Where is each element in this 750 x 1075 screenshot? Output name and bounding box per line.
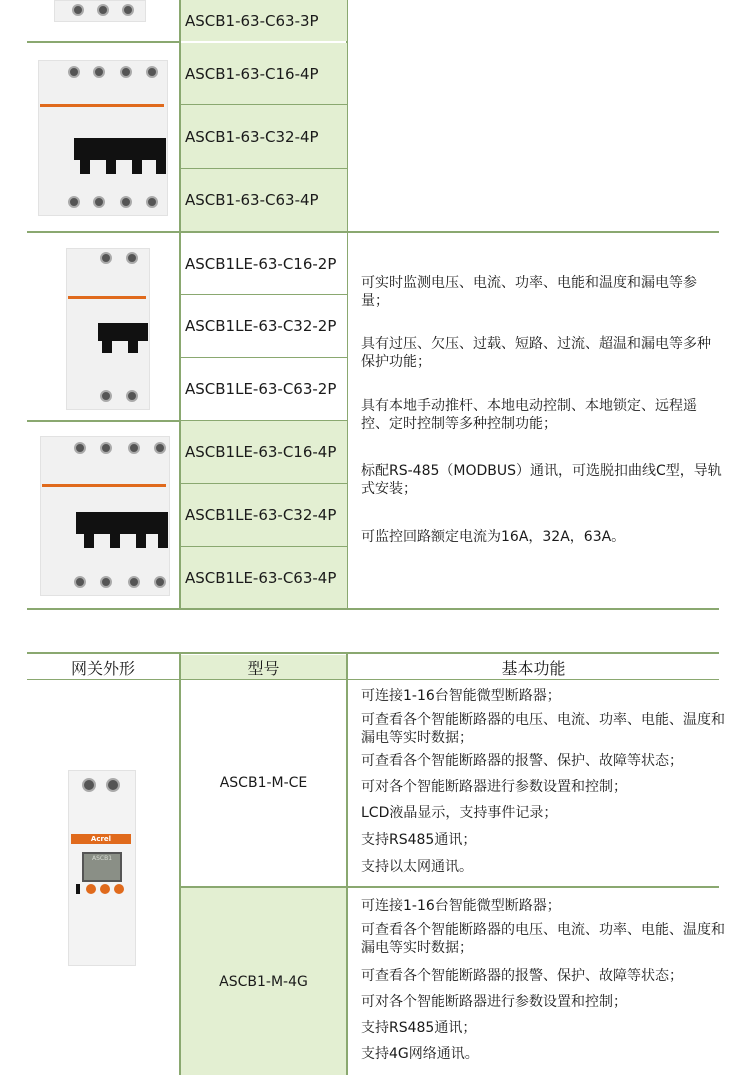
gateway-feature: 可对各个智能断路器进行参数设置和控制； <box>361 994 627 1010</box>
gateway-feature: 可连接1-16台智能微型断路器； <box>361 688 561 704</box>
grid-line <box>346 652 348 1075</box>
model-cell: ASCB1-63-C63-3P <box>181 0 347 41</box>
model-cell: ASCB1LE-63-C32-2P <box>181 295 347 357</box>
model-cell: ASCB1LE-63-C16-4P <box>181 421 347 483</box>
model-cell: ASCB1-63-C63-4P <box>181 169 347 231</box>
gateway-model-cell: ASCB1-M-CE <box>219 775 308 791</box>
feature-text: 可实时监测电压、电流、功率、电能和温度和漏电等参量； <box>361 275 697 309</box>
grid-line <box>27 41 181 43</box>
brand-label: Acrel <box>71 834 131 844</box>
model-cell: ASCB1-63-C16-4P <box>181 43 347 104</box>
feature-text: 标配RS-485（MODBUS）通讯，可选脱扣曲线C型，导轨式安装； <box>361 463 722 497</box>
lcd-screen <box>82 852 122 882</box>
feature-text: 具有本地手动推杆、本地电动控制、本地锁定、远程遥控、定时控制等多种控制功能； <box>361 398 697 432</box>
lcd-model-label: ASCB1 <box>91 855 113 862</box>
feature-text: 具有过压、欠压、过载、短路、过流、超温和漏电等多种保护功能； <box>361 336 711 370</box>
gateway-feature: 可对各个智能断路器进行参数设置和控制； <box>361 779 627 795</box>
grid-line <box>27 679 719 680</box>
breaker-4p-icon <box>38 60 168 215</box>
gateway-feature: 支持RS485通讯； <box>361 832 477 848</box>
grid-line <box>27 652 719 654</box>
grid-line <box>27 231 719 233</box>
gateway-feature: 支持以太网通讯。 <box>361 859 473 875</box>
model-cell: ASCB1LE-63-C32-4P <box>181 484 347 546</box>
breaker-3p-icon <box>42 0 160 22</box>
gateway-feature: 可查看各个智能断路器的电压、电流、功率、电能、温度和漏电等实时数据； <box>361 922 725 956</box>
leakage-breaker-2p-icon <box>66 248 148 408</box>
gateway-feature: 支持4G网络通讯。 <box>361 1046 479 1062</box>
model-cell: ASCB1LE-63-C63-4P <box>181 547 347 608</box>
model-cell: ASCB1LE-63-C16-2P <box>181 233 347 294</box>
gateway-feature: 可查看各个智能断路器的报警、保护、故障等状态； <box>361 968 683 984</box>
gateway-feature: LCD液晶显示，支持事件记录； <box>361 805 558 821</box>
model-cell: ASCB1-63-C32-4P <box>181 105 347 168</box>
grid-line <box>27 608 719 610</box>
grid-line <box>27 420 181 422</box>
gateway-feature: 支持RS485通讯； <box>361 1020 477 1036</box>
gateway-feature: 可连接1-16台智能微型断路器； <box>361 898 561 914</box>
feature-text: 可监控回路额定电流为16A，32A，63A。 <box>361 529 626 545</box>
gateway-feature: 可查看各个智能断路器的报警、保护、故障等状态； <box>361 753 683 769</box>
gateway-device-icon <box>68 770 136 966</box>
gateway-feature: 可查看各个智能断路器的电压、电流、功率、电能、温度和漏电等实时数据； <box>361 712 725 746</box>
model-cell: ASCB1LE-63-C63-2P <box>181 358 347 420</box>
column-header-model: 型号 <box>181 655 346 679</box>
gateway-model-cell: ASCB1-M-4G <box>181 888 346 1075</box>
column-header-features: 基本功能 <box>501 658 566 678</box>
leakage-breaker-4p-icon <box>40 436 170 596</box>
column-header-appearance: 网关外形 <box>70 658 135 678</box>
